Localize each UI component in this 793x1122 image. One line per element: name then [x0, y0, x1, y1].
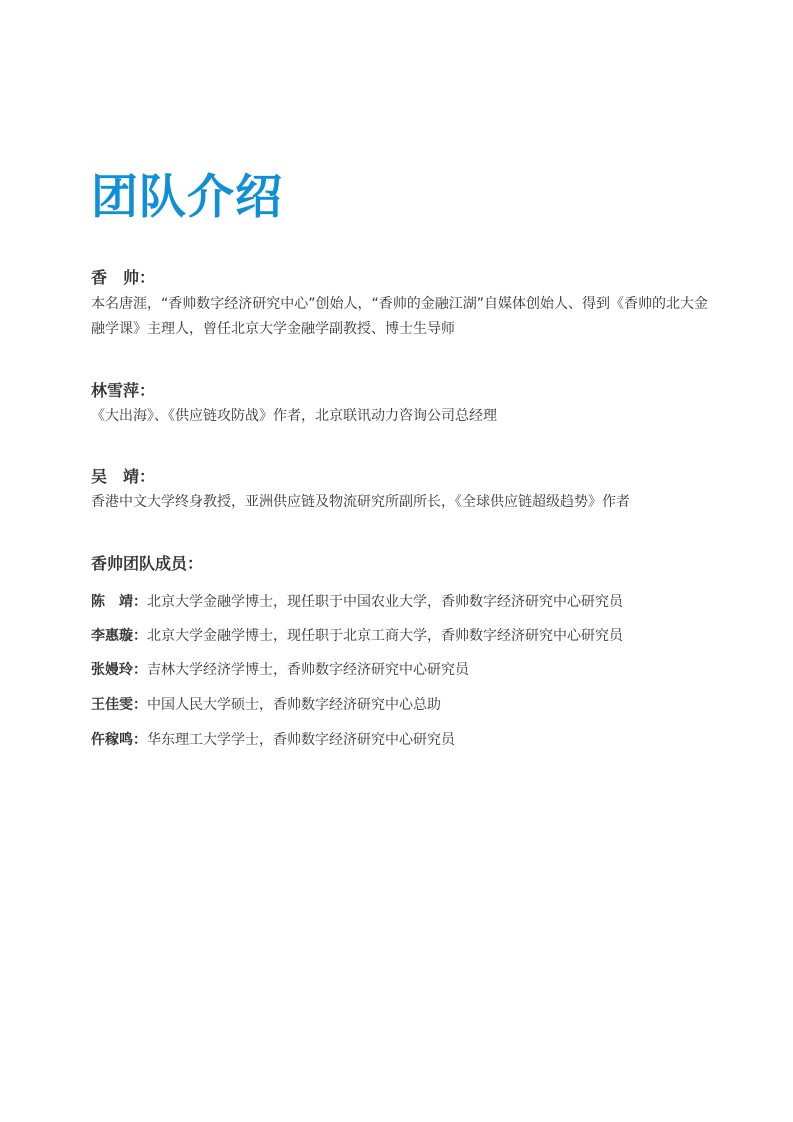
person-name: 林雪萍： — [91, 381, 156, 400]
team-member — [91, 729, 455, 749]
person-name: 香 帅： — [91, 268, 156, 287]
team-member — [91, 694, 441, 714]
member-name: 李惠璇： — [91, 628, 147, 644]
member-name: 仵稼鸣： — [91, 732, 147, 748]
person-desc: 香港中文大学终身教授，亚洲供应链及物流研究所副所长，《全球供应链超级趋势》作者 — [91, 494, 630, 510]
team-member — [91, 591, 623, 611]
team-heading: 香帅团队成员： — [91, 554, 204, 573]
page-title: 团队介绍 — [91, 170, 283, 225]
person-desc: 《大出海》、《供应链攻防战》作者，北京联讯动力咨询公司总经理 — [91, 408, 497, 424]
member-desc: 中国人民大学硕士，香帅数字经济研究中心总助 — [147, 697, 441, 713]
member-desc: 华东理工大学学士，香帅数字经济研究中心研究员 — [147, 732, 455, 748]
team-member — [91, 625, 623, 645]
member-desc: 北京大学金融学博士，现任职于北京工商大学，香帅数字经济研究中心研究员 — [147, 628, 623, 644]
person-desc: 本名唐涯，“香帅数字经济研究中心”创始人，“香帅的金融江湖”自媒体创始人、得到《香帅的北大金融学课》主理人，曾任北京大学金融学副教授、博士生导师 — [91, 296, 709, 337]
member-desc: 吉林大学经济学博士，香帅数字经济研究中心研究员 — [147, 662, 469, 678]
member-desc: 北京大学金融学博士，现任职于中国农业大学，香帅数字经济研究中心研究员 — [147, 594, 623, 610]
member-name: 张嫚玲： — [91, 662, 147, 678]
team-member — [91, 659, 469, 679]
member-name: 陈 靖： — [91, 594, 147, 610]
person-name: 吴 靖： — [91, 467, 156, 486]
member-name: 王佳雯： — [91, 697, 147, 713]
